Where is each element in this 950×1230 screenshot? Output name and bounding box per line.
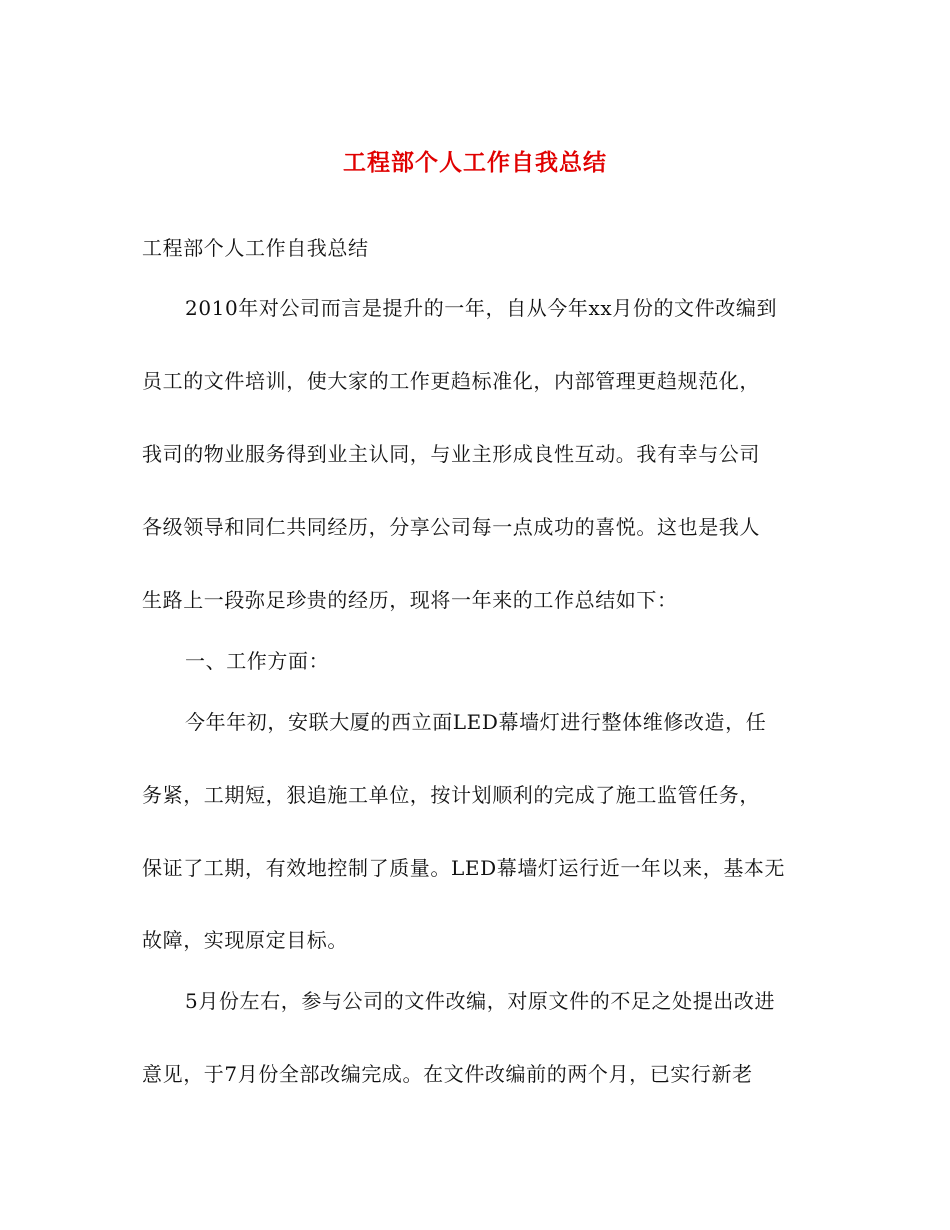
- body-line: 我司的物业服务得到业主认同，与业主形成良性互动。我有幸与公司: [142, 442, 760, 466]
- body-line: 保证了工期，有效地控制了质量。LED幕墙灯运行近一年以来，基本无: [142, 856, 786, 880]
- body-line: 员工的文件培训，使大家的工作更趋标准化，内部管理更趋规范化，: [142, 369, 760, 393]
- body-line: 各级领导和同仁共同经历，分享公司每一点成功的喜悦。这也是我人: [142, 515, 760, 539]
- section-heading: 一、工作方面：: [185, 649, 330, 673]
- body-line: 今年年初，安联大厦的西立面LED幕墙灯进行整体维修改造，任: [185, 710, 767, 734]
- body-line: 务紧，工期短，狠追施工单位，按计划顺利的完成了施工监管任务，: [142, 783, 760, 807]
- subtitle-line: 工程部个人工作自我总结: [142, 236, 369, 260]
- body-line: 意见，于7月份全部改编完成。在文件改编前的两个月，已实行新老: [142, 1062, 753, 1086]
- body-line: 5月份左右，参与公司的文件改编，对原文件的不足之处提出改进: [185, 989, 776, 1013]
- body-line: 生路上一段弥足珍贵的经历，现将一年来的工作总结如下：: [142, 588, 678, 612]
- document-title: 工程部个人工作自我总结: [343, 149, 607, 176]
- body-line: 2010年对公司而言是提升的一年，自从今年xx月份的文件改编到: [185, 296, 778, 320]
- body-line: 故障，实现原定目标。: [142, 928, 348, 952]
